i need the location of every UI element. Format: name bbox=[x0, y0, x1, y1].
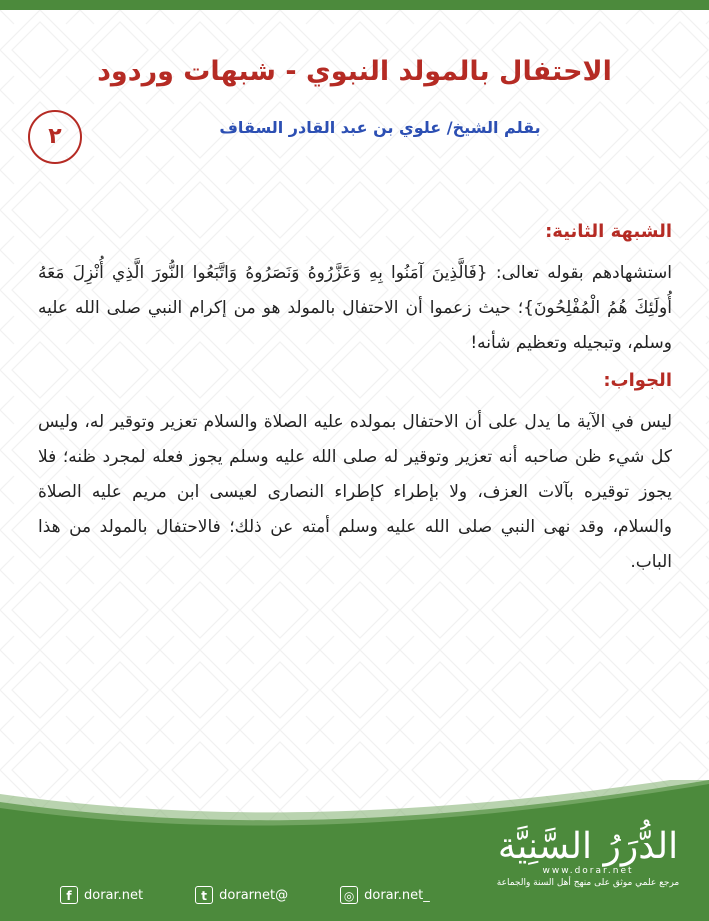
logo-text: الدُّرَرُ السَّنِيَّة bbox=[497, 826, 679, 867]
facebook-handle: dorar.net bbox=[84, 887, 144, 903]
doubt-intro: استشهادهم بقوله تعالى: bbox=[487, 263, 672, 283]
logo-tagline: مرجع علمي موثق على منهج أهل السنة والجماعة bbox=[496, 878, 680, 888]
article-body bbox=[38, 218, 672, 586]
section-heading-answer: الجواب: bbox=[603, 370, 672, 391]
quran-quote: {فَالَّذِينَ آمَنُوا بِهِ وَعَزَّرُوهُ وَنَصَرُوهُ وَاتَّبَعُوا النُّورَ الَّذِي أُنْزِلَ مَعَهُ أُولَئِكَ هُمُ الْمُفْلِحُونَ} bbox=[38, 263, 672, 318]
section-heading-second-doubt: الشبهة الثانية: bbox=[545, 221, 672, 242]
instagram-handle: dorar.net_ bbox=[364, 887, 430, 903]
page-title: الاحتفال بالمولد النبوي - شبهات وردود bbox=[97, 56, 612, 87]
facebook-link[interactable] bbox=[60, 886, 143, 904]
dorar-logo bbox=[488, 826, 688, 888]
twitter-handle: dorarnet@ bbox=[219, 887, 289, 903]
answer-paragraph: ليس في الآية ما يدل على أن الاحتفال بمولده عليه الصلاة والسلام تعزير وتوقير له، وليس كل شيء ظن صاحبه أنه تعزير وتوقير له صلى الله عليه وسلم يجوز فعله لمجرد ظنه؛ فلا يجوز توقيره بآلات العزف، ولا بإطراء كإطراء النصارى لعيسى ابن مريم عليه الصلاة والسلام، وقد نهى النبي صلى الله عليه وسلم أمته عن ذلك؛ فالاحتفال بالمولد من هذا الباب. bbox=[38, 412, 672, 572]
facebook-icon: f bbox=[60, 886, 78, 904]
logo-url: www.dorar.net bbox=[542, 866, 634, 876]
instagram-link[interactable] bbox=[340, 886, 430, 904]
part-number-badge: ٢ bbox=[28, 110, 82, 164]
top-accent-bar bbox=[0, 0, 709, 10]
twitter-link[interactable] bbox=[195, 886, 288, 904]
instagram-icon: ◎ bbox=[340, 886, 358, 904]
doubt-rest: ؛ حيث زعموا أن الاحتفال بالمولد هو من إكرام النبي صلى الله عليه وسلم، وتبجيله وتعظيم شأنه! bbox=[38, 298, 672, 353]
doubt-paragraph bbox=[38, 256, 672, 361]
twitter-icon: t bbox=[195, 886, 213, 904]
author-line: بقلم الشيخ/ علوي بن عبد القادر السقاف bbox=[219, 118, 541, 137]
social-links bbox=[60, 883, 430, 907]
